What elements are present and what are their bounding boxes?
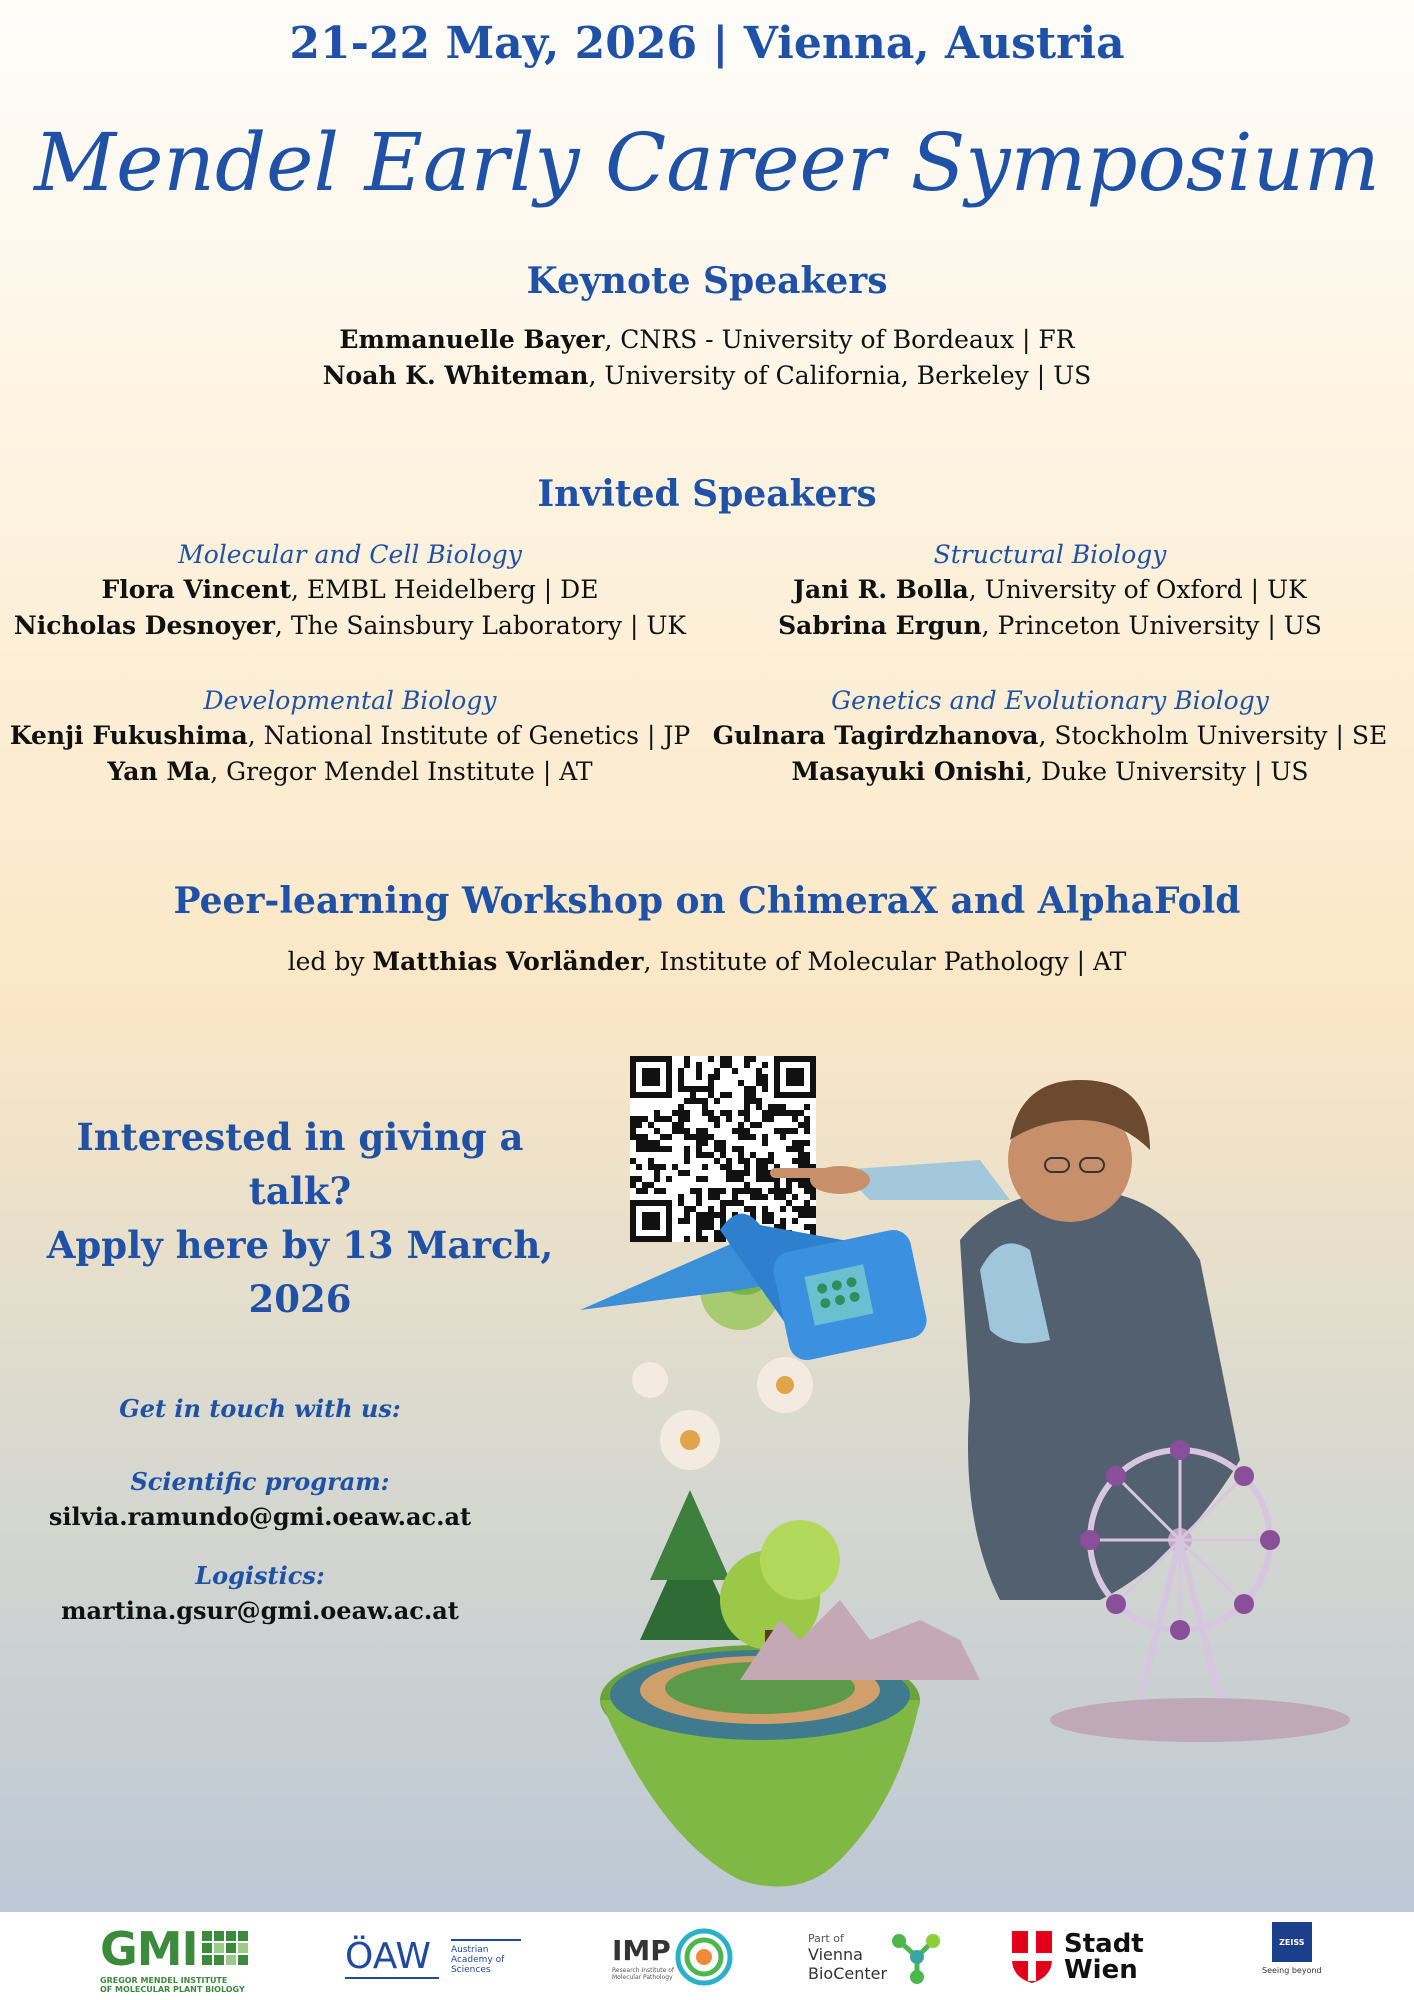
call-line-2: Apply here by 13 March, 2026 [46,1223,554,1321]
keynote-heading: Keynote Speakers [526,260,888,302]
invited-speaker: Masayuki Onishi, Duke University | US [791,757,1309,786]
invited-speaker: Nicholas Desnoyer, The Sainsbury Laboratory | UK [13,611,687,640]
gmi-grid-icon [202,1929,250,1969]
keynote-speaker: Emmanuelle Bayer, CNRS - University of Bordeaux | FR [339,325,1075,354]
sponsor-footer [0,1912,1414,2000]
invited-speaker: Jani R. Bolla, University of Oxford | UK [793,575,1307,604]
group-title: Molecular and Cell Biology [178,540,522,569]
keynote-list [0,322,1414,394]
contact-heading: Get in touch with us: [119,1394,401,1423]
imp-logo: IMP Research Institute of Molecular Pathology [612,1922,734,1992]
workshop-heading: Peer-learning Workshop on ChimeraX and AlphaFold [173,880,1241,922]
group-genetics-evolution [700,684,1400,790]
keynote-speaker: Noah K. Whiteman, University of California, Berkeley | US [322,361,1092,390]
workshop-leader: led by Matthias Vorländer, Institute of Molecular Pathology | AT [287,947,1127,976]
scientific-label: Scientific program: [130,1467,390,1496]
group-title: Developmental Biology [203,686,497,715]
wien-shield-icon [1010,1929,1054,1985]
invited-speaker: Flora Vincent, EMBL Heidelberg | DE [101,575,599,604]
gmi-logo: GMI GREGOR MENDEL INSTITUTE OF MOLECULAR PLANT BIOLOGY [100,1922,250,1992]
group-structural [700,538,1400,644]
logistics-email[interactable]: martina.gsur@gmi.oeaw.ac.at [61,1596,459,1625]
page-title: Mendel Early Career Symposium [34,116,1380,209]
invited-heading: Invited Speakers [537,473,877,515]
group-title: Genetics and Evolutionary Biology [831,686,1269,715]
gmi-mark: GMI [100,1922,198,1976]
invited-speaker: Kenji Fukushima, National Institute of Genetics | JP [9,721,691,750]
scientific-email[interactable]: silvia.ramundo@gmi.oeaw.ac.at [48,1502,472,1531]
invited-speaker: Yan Ma, Gregor Mendel Institute | AT [107,757,593,786]
oeaw-logo: ÖAW Austrian Academy of Sciences [345,1922,521,1992]
contact-block [20,1394,500,1625]
zeiss-logo: ZEISS Seeing beyond [1262,1922,1322,1992]
group-developmental [0,684,700,790]
stadt-wien-logo: Stadt Wien [1010,1922,1144,1992]
mendel-illustration [540,1040,1380,1900]
logistics-label: Logistics: [195,1561,325,1590]
vbc-logo: Part of Vienna BioCenter [808,1922,941,1992]
call-for-talks [20,1110,580,1326]
imp-spiral-icon [674,1927,734,1987]
vbc-molecule-icon [887,1927,941,1987]
group-molecular-cell [0,538,700,644]
group-title: Structural Biology [933,540,1167,569]
date-location: 21-22 May, 2026 | Vienna, Austria [289,18,1125,69]
invited-speaker: Gulnara Tagirdzhanova, Stockholm University | SE [712,721,1388,750]
call-line-1: Interested in giving a talk? [76,1115,524,1213]
invited-speaker: Sabrina Ergun, Princeton University | US [778,611,1322,640]
